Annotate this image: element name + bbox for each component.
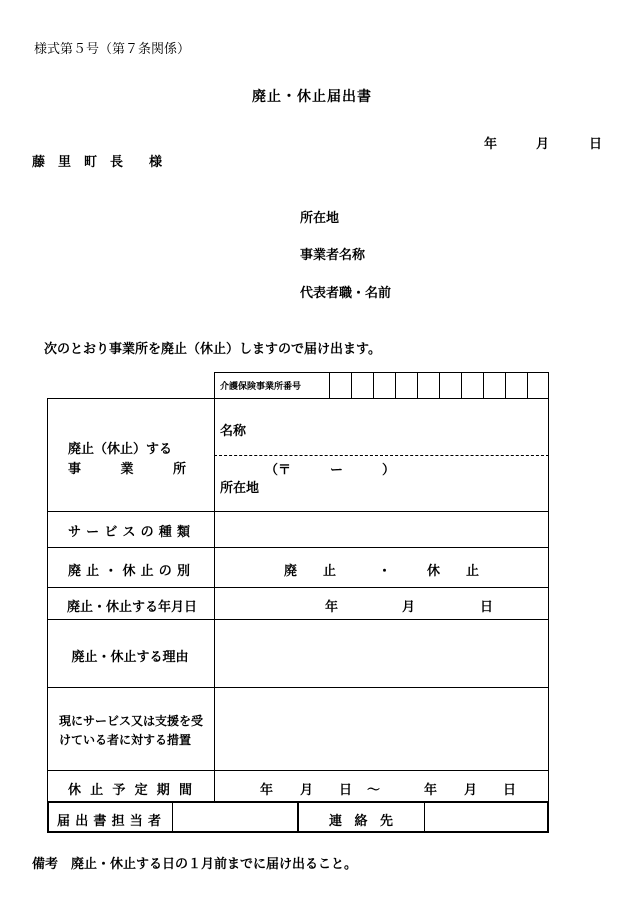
note: 備考 廃止・休止する日の１月前までに届け出ること。 [32,857,358,872]
date-month-label: 月 [536,137,550,152]
applicant-address-label: 所在地 [300,211,340,226]
abolish-date-year: 年 [325,600,339,615]
measures-label-line1: 現にサービス又は支援を受 [59,714,204,728]
reason-label: 廃止・休止する理由 [71,650,189,665]
contact-person-label: 届 出 書 担 当 者 [57,814,161,829]
period-start-month: 月 [300,783,314,798]
service-type-label: サ ー ビ ス の 種 類 [68,525,190,540]
period-start-year: 年 [260,783,274,798]
office-name-label: 名称 [220,424,247,439]
office-label-line1: 廃止（休止）する [68,442,173,457]
addressee: 藤 里 町 長 様 [32,155,163,170]
abolish-date-day: 日 [480,600,494,615]
abolish-date-label: 廃止・休止する年月日 [66,600,197,615]
office-postal: （〒 ー ） [265,463,396,478]
date-year-label: 年 [484,137,498,152]
abolish-or-suspend-label: 廃 止 ・ 休 止 の 別 [68,564,190,579]
period-label: 休 止 予 定 期 間 [68,783,192,798]
measures-label-line2: けている者に対する措置 [59,733,192,747]
office-label-line2: 事 業 所 [68,462,186,477]
period-end-day: 日 [503,783,517,798]
option-suspend: 休 止 [427,564,480,579]
contact-info-label: 連 絡 先 [329,814,393,829]
office-number-label: 介護保険事業所番号 [220,382,302,392]
applicant-operator-label: 事業者名称 [300,248,366,263]
period-end-year: 年 [424,783,438,798]
option-abolish: 廃 止 [284,564,337,579]
office-address-label: 所在地 [220,481,260,496]
period-start-day: 日 [339,783,353,798]
statement: 次のとおり事業所を廃止（休止）しますので届け出ます。 [44,342,381,357]
applicant-representative-label: 代表者職・名前 [300,286,392,301]
period-end-month: 月 [464,783,478,798]
date-day-label: 日 [589,137,603,152]
office-divider [214,455,549,456]
period-tilde: ～ [367,783,381,798]
option-separator: ・ [378,564,392,579]
form-number: 様式第５号（第７条関係） [34,42,191,57]
abolish-date-month: 月 [402,600,416,615]
page-title: 廃止・休止届出書 [252,89,372,105]
